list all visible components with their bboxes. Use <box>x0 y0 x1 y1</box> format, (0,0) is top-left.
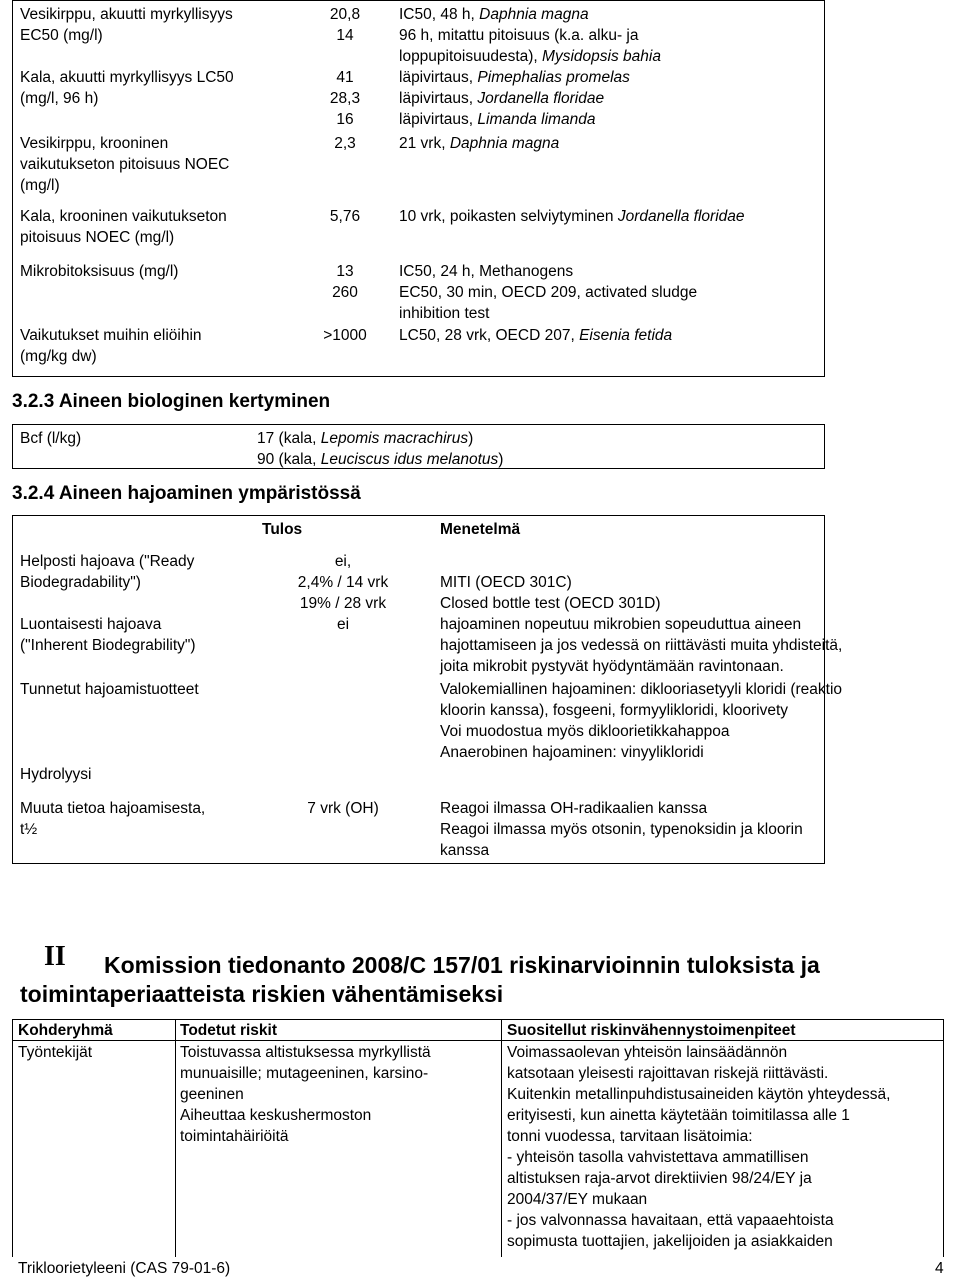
section-ii-heading <box>44 941 66 972</box>
deg-method-0 <box>440 572 661 614</box>
desc-line: 96 h, mitattu pitoisuus (k.a. alku- ja <box>399 27 639 44</box>
tox-label-0 <box>20 4 233 46</box>
risk-table-top <box>12 1019 944 1020</box>
method-line: Closed bottle test (OECD 301D) <box>440 595 661 612</box>
label-line: (mg/kg dw) <box>20 348 97 365</box>
label-line: ("Inherent Biodegrability") <box>20 637 196 654</box>
desc-line: 21 vrk, Daphnia magna <box>399 135 560 152</box>
deg-result-0 <box>283 551 403 614</box>
measure-line: altistuksen raja-arvot direktiivien 98/24/EY ja <box>507 1170 812 1187</box>
risk-line: munuaisille; mutageeninen, karsino- <box>180 1065 429 1082</box>
value: 14 <box>336 27 354 44</box>
result-line: 2,4% / 14 vrk <box>297 574 389 591</box>
measure-line: - yhteisön tasolla vahvistettava ammatillisen <box>507 1149 809 1166</box>
method-line: Anaerobinen hajoaminen: vinyylikloridi <box>440 744 704 761</box>
method-line: Reagoi ilmassa OH-radikaalien kanssa <box>440 800 708 817</box>
measure-line: - jos valvonnassa havaitaan, että vapaaehtoista <box>507 1212 834 1229</box>
desc-line: EC50, 30 min, OECD 209, activated sludge <box>399 284 698 301</box>
risk-measures <box>507 1042 890 1252</box>
bcf-label: Bcf (l/kg) <box>20 430 82 447</box>
bcf-line: 17 (kala, Lepomis macrachirus) <box>257 430 474 447</box>
tox-values-3 <box>295 206 395 227</box>
page-number: 4 <box>935 1260 944 1277</box>
result-line: ei <box>336 616 350 633</box>
method-line: joita mikrobit pystyvät hyödyntämään ravintonaan. <box>440 658 784 675</box>
label-line: t½ <box>20 821 38 838</box>
method-line: hajoaminen nopeutuu mikrobien sopeuduttua aineen <box>440 616 802 633</box>
method-line: kanssa <box>440 842 490 859</box>
desc-line: läpivirtaus, Pimephalias promelas <box>399 69 630 86</box>
tox-values-4 <box>295 261 395 303</box>
value: 28,3 <box>329 90 361 107</box>
risk-header-group: Kohderyhmä <box>18 1022 113 1039</box>
section-numeral: II <box>44 941 66 972</box>
tox-desc-0 <box>399 4 661 67</box>
value: 2,3 <box>334 135 356 152</box>
value: 20,8 <box>329 6 361 23</box>
bcf-line: 90 (kala, Leuciscus idus melanotus) <box>257 451 504 468</box>
desc-line: läpivirtaus, Jordanella floridae <box>399 90 605 107</box>
label-line: (mg/l, 96 h) <box>20 90 99 107</box>
value: 5,76 <box>329 208 361 225</box>
value: 16 <box>336 111 354 128</box>
section-heading-324: 3.2.4 Aineen hajoaminen ympäristössä <box>12 483 361 504</box>
label-line: Muuta tietoa hajoamisesta, <box>20 800 206 817</box>
measure-line: Voimassaolevan yhteisön lainsäädännön <box>507 1044 788 1061</box>
risk-group: Työntekijät <box>18 1044 93 1061</box>
risk-line: toimintahäiriöitä <box>180 1128 289 1145</box>
tox-desc-4 <box>399 261 697 324</box>
label-line: Vaikutukset muihin eliöihin <box>20 327 202 344</box>
tox-values-5 <box>295 325 395 346</box>
label-line: Vesikirppu, krooninen <box>20 135 169 152</box>
deg-label-4 <box>20 798 205 840</box>
value: 13 <box>336 263 354 280</box>
result-line: 7 vrk (OH) <box>307 800 379 817</box>
tox-desc-2 <box>399 133 559 154</box>
measure-line: sopimusta tuottajien, jakelijoiden ja asiakkaiden <box>507 1233 833 1250</box>
measure-line: katsotaan yleisesti rajoittavan riskejä riittävästi. <box>507 1065 829 1082</box>
tox-values-0 <box>295 4 395 46</box>
deg-label-0 <box>20 551 194 593</box>
label-line: Helposti hajoava ("Ready <box>20 553 195 570</box>
margin-bar <box>12 0 13 20</box>
risk-line: geeninen <box>180 1086 244 1103</box>
risk-line: Aiheuttaa keskushermoston <box>180 1107 372 1124</box>
deg-method-1 <box>440 614 842 677</box>
section-heading-323: 3.2.3 Aineen biologinen kertyminen <box>12 391 331 412</box>
col-header-method: Menetelmä <box>440 521 521 538</box>
deg-result-1 <box>283 614 403 635</box>
bcf-values <box>257 428 503 470</box>
desc-line: IC50, 24 h, Methanogens <box>399 263 574 280</box>
deg-result-4 <box>283 798 403 819</box>
section-ii-title-line2: toimintaperiaatteista riskien vähentämiseksi <box>20 981 504 1007</box>
label-line: Mikrobitoksisuus (mg/l) <box>20 263 179 280</box>
risk-col-line <box>943 1019 944 1257</box>
section-ii-title-line1: Komission tiedonanto 2008/C 157/01 riskinarvioinnin tuloksista ja <box>104 952 820 978</box>
label-line: EC50 (mg/l) <box>20 27 103 44</box>
label-line: Luontaisesti hajoava <box>20 616 162 633</box>
value: >1000 <box>323 327 367 344</box>
risk-col-line <box>12 1019 13 1257</box>
tox-values-2 <box>295 133 395 154</box>
risk-header-measures: Suositellut riskinvähennystoimenpiteet <box>507 1022 796 1039</box>
result-line: ei, <box>334 553 352 570</box>
label-line: (mg/l) <box>20 177 60 194</box>
risk-header-risks: Todetut riskit <box>180 1022 278 1039</box>
col-header-result: Tulos <box>262 521 303 538</box>
desc-line: 10 vrk, poikasten selviytyminen Jordanella floridae <box>399 208 745 225</box>
label-line: pitoisuus NOEC (mg/l) <box>20 229 175 246</box>
risk-col-line <box>175 1019 176 1257</box>
deg-label-1 <box>20 614 196 656</box>
result-line: 19% / 28 vrk <box>299 595 387 612</box>
desc-line: inhibition test <box>399 305 490 322</box>
desc-line: IC50, 48 h, Daphnia magna <box>399 6 589 23</box>
tox-label-5 <box>20 325 202 367</box>
tox-label-4 <box>20 261 178 282</box>
tox-desc-1 <box>399 67 630 130</box>
measure-line: Kuitenkin metallinpuhdistusaineiden käytön yhteydessä, <box>507 1086 891 1103</box>
tox-desc-5 <box>399 325 672 346</box>
desc-line: läpivirtaus, Limanda limanda <box>399 111 596 128</box>
tox-values-1 <box>295 67 395 130</box>
method-line: Valokemiallinen hajoaminen: diklooriasetyyli kloridi (reaktio <box>440 681 843 698</box>
risk-col-line <box>501 1019 502 1257</box>
tox-desc-3 <box>399 206 745 227</box>
tox-label-1 <box>20 67 234 109</box>
deg-method-4 <box>440 798 803 861</box>
method-line: Reagoi ilmassa myös otsonin, typenoksidin ja kloorin <box>440 821 803 838</box>
footer-title: Trikloorietyleeni (CAS 79-01-6) <box>18 1260 231 1277</box>
label-line: Tunnetut hajoamistuotteet <box>20 681 199 698</box>
measure-line: erityisesti, kun ainetta käytetään toimitilassa alle 1 <box>507 1107 850 1124</box>
label-line: vaikutukseton pitoisuus NOEC <box>20 156 230 173</box>
method-line: kloorin kanssa), fosgeeni, formyylikloridi, kloorivety <box>440 702 789 719</box>
label-line: Vesikirppu, akuutti myrkyllisyys <box>20 6 233 23</box>
measure-line: tonni vuodessa, tarvitaan lisätoimia: <box>507 1128 753 1145</box>
deg-label-2 <box>20 679 199 700</box>
tox-label-3 <box>20 206 227 248</box>
deg-label-3: Hydrolyysi <box>20 766 92 783</box>
tox-label-2 <box>20 133 229 196</box>
measure-line: 2004/37/EY mukaan <box>507 1191 648 1208</box>
method-line: Voi muodostua myös dikloorietikkahappoa <box>440 723 730 740</box>
method-line: MITI (OECD 301C) <box>440 574 572 591</box>
risk-table-header-bottom <box>12 1040 944 1041</box>
desc-line: loppupitoisuudesta), Mysidopsis bahia <box>399 48 661 65</box>
desc-line: LC50, 28 vrk, OECD 207, Eisenia fetida <box>399 327 673 344</box>
label-line: Biodegradability") <box>20 574 141 591</box>
value: 41 <box>336 69 354 86</box>
method-line: hajottamiseen ja jos vedessä on riittävästi muita yhdisteitä, <box>440 637 843 654</box>
deg-method-2 <box>440 679 842 763</box>
risk-risks <box>180 1042 431 1147</box>
label-line: Kala, akuutti myrkyllisyys LC50 <box>20 69 234 86</box>
label-line: Kala, krooninen vaikutukseton <box>20 208 227 225</box>
value: 260 <box>332 284 358 301</box>
risk-line: Toistuvassa altistuksessa myrkyllistä <box>180 1044 431 1061</box>
